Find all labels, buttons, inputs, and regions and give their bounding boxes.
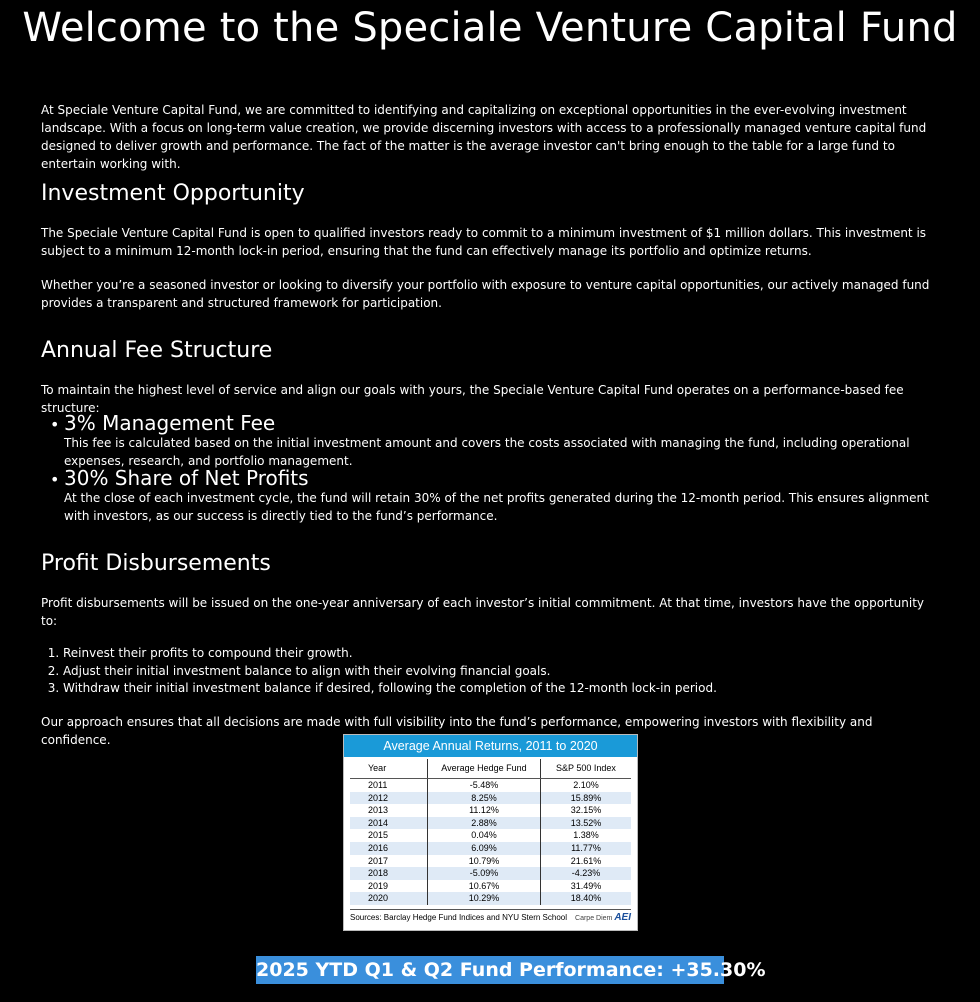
table-row (350, 842, 631, 855)
fee-item-desc: This fee is calculated based on the initial investment amount and covers the costs associated with managing the fund, including operational expenses, research, and portfolio management. (64, 436, 910, 468)
table-row (350, 855, 631, 868)
table-cell: -5.48% (428, 779, 541, 792)
table-row (350, 829, 631, 842)
fee-item-management (50, 412, 940, 466)
disbursement-steps (41, 645, 941, 698)
table-cell: 2.88% (428, 817, 541, 830)
list-item: 1. Reinvest their profits to compound their growth. (63, 645, 941, 663)
table-cell: 2.10% (541, 779, 632, 792)
table-cell: 2012 (350, 792, 428, 805)
table-cell: 10.67% (428, 880, 541, 893)
table-cell: -4.23% (541, 867, 632, 880)
bullet-icon: • (50, 470, 60, 489)
fee-item-title: 3% Management Fee (64, 411, 276, 435)
table-row (350, 817, 631, 830)
returns-table-title: Average Annual Returns, 2011 to 2020 (344, 735, 637, 757)
fee-item-title: 30% Share of Net Profits (64, 466, 309, 490)
column-header-hedge-fund: Average Hedge Fund (428, 759, 541, 779)
table-cell: 1.38% (541, 829, 632, 842)
investment-heading: Investment Opportunity (41, 181, 305, 206)
table-cell: 2015 (368, 830, 389, 841)
table-source: Sources: Barclay Hedge Fund Indices and NYU Stern School (350, 913, 568, 922)
table-row (350, 867, 631, 880)
bullet-icon: • (50, 415, 60, 434)
table-header-row (350, 759, 631, 779)
table-row (350, 892, 631, 905)
intro-section (41, 101, 941, 173)
table-cell: 2018 (350, 867, 428, 880)
table-cell: 11.77% (541, 842, 632, 855)
column-header-year: Year (350, 759, 428, 779)
disbursement-intro: Profit disbursements will be issued on the one-year anniversary of each investor’s initial commitment. At that time, investors have the opportunity to: (41, 596, 925, 628)
ytd-performance-banner: 2025 YTD Q1 & Q2 Fund Performance: +35.30% (256, 956, 724, 984)
list-item: 2. Adjust their initial investment balance to align with their evolving financial goals. (63, 663, 941, 681)
table-cell: -5.09% (428, 867, 541, 880)
table-cell: 11.12% (428, 804, 541, 817)
table-cell: 10.29% (428, 892, 541, 905)
disbursement-heading: Profit Disbursements (41, 551, 271, 576)
investment-section (41, 180, 941, 312)
fee-section (41, 337, 941, 417)
intro-paragraph: At Speciale Venture Capital Fund, we are committed to identifying and capitalizing on exceptional opportunities in the ever-evolving investment landscape. With a focus on long-term value creation, we provide discerning investors with access to a professionally managed venture capital fund designed to deliver growth and performance. The fact of the matter is the average investor can't bring enough to the table for a large fund to entertain working with. (41, 103, 927, 171)
table-cell: 13.52% (541, 817, 632, 830)
table-cell: 15.89% (541, 792, 632, 805)
table-cell: 2014 (350, 817, 428, 830)
table-cell: 2019 (368, 880, 389, 891)
fee-heading: Annual Fee Structure (41, 338, 273, 363)
returns-table (350, 759, 631, 905)
fee-intro: To maintain the highest level of service and align our goals with yours, the Speciale Venture Capital Fund operates on a performance-based fee structure: (41, 383, 904, 415)
table-cell: 2011 (368, 780, 388, 790)
table-row (350, 880, 631, 893)
investment-paragraph-2: Whether you’re a seasoned investor or looking to diversify your portfolio with exposure to venture capital opportunities, our actively managed fund provides a transparent and structured framework for participation. (41, 278, 930, 310)
list-item: 3. Withdraw their initial investment balance if desired, following the completion of the 12-month lock-in period. (63, 680, 941, 698)
table-cell: 32.15% (541, 804, 632, 817)
table-cell: 2020 (350, 892, 428, 905)
table-cell: 10.79% (428, 855, 541, 868)
table-row (350, 792, 631, 805)
investment-paragraph-1: The Speciale Venture Capital Fund is open to qualified investors ready to commit to a minimum investment of $1 million dollars. This investment is subject to a minimum 12-month lock-in period, ensuring that the fund can effectively manage its portfolio and optimize returns. (41, 226, 927, 258)
disbursement-section (41, 550, 941, 749)
page-title: Welcome to the Speciale Venture Capital Fund (22, 5, 958, 51)
brand-logo: Carpe Diem AEI (575, 912, 631, 923)
table-cell: 6.09% (428, 842, 541, 855)
table-row (350, 804, 631, 817)
table-cell: 21.61% (541, 855, 632, 868)
fee-item-profits (50, 467, 940, 525)
table-cell: 2017 (368, 855, 389, 866)
column-header-sp500: S&P 500 Index (541, 759, 632, 779)
table-cell: 31.49% (541, 880, 632, 893)
table-cell: 2016 (350, 842, 428, 855)
table-cell: 0.04% (428, 829, 541, 842)
returns-table-footer (350, 909, 631, 926)
fee-list (50, 412, 940, 525)
returns-table-body (350, 779, 631, 905)
table-cell: 2013 (368, 805, 389, 816)
disbursement-closing: Our approach ensures that all decisions are made with full visibility into the fund’s performance, empowering investors with flexibility and confidence. (41, 714, 873, 747)
table-cell: 18.40% (541, 892, 632, 905)
fee-item-desc: At the close of each investment cycle, the fund will retain 30% of the net profits generated during the 12-month period. This ensures alignment with investors, as our success is directly tied to the fund’s performance. (64, 491, 929, 523)
returns-table-image (343, 734, 638, 931)
table-row (350, 779, 631, 792)
table-cell: 8.25% (428, 792, 541, 805)
